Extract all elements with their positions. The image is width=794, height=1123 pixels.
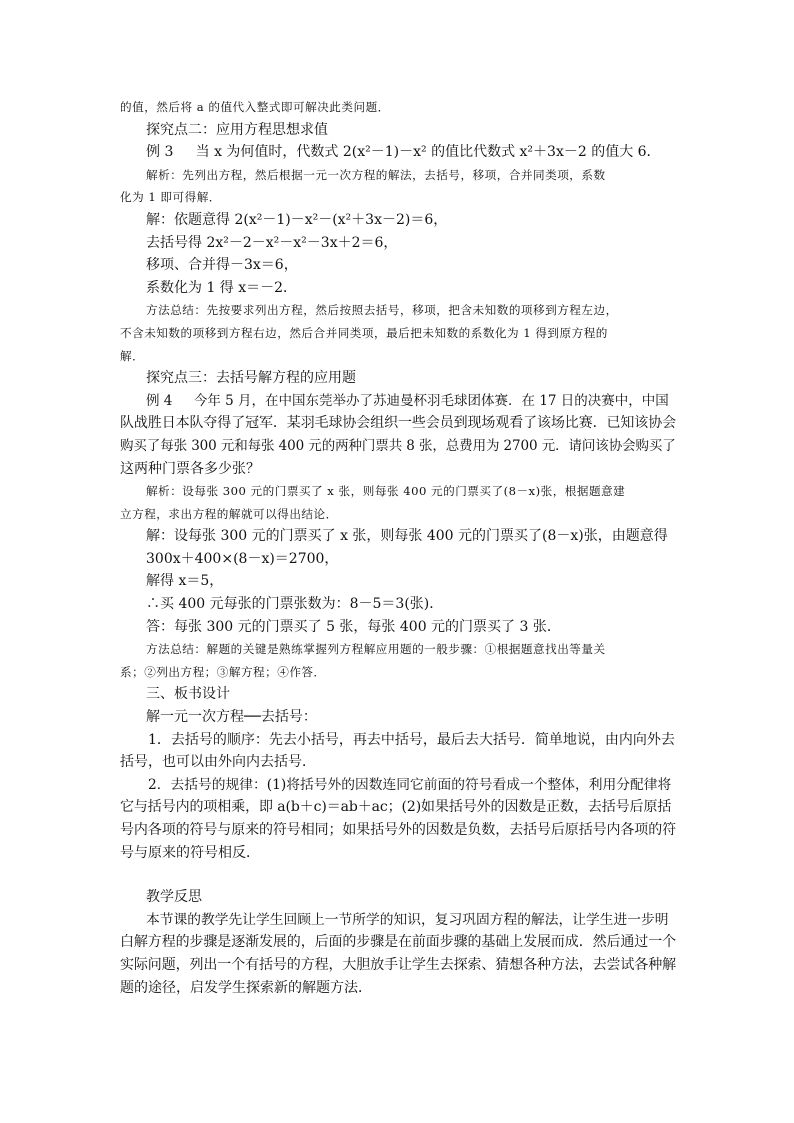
point2-summary-line3: 解． — [120, 348, 145, 363]
point3-summary-line1: 方法总结：解题的关键是熟练掌握列方程解应用题的一般步骤：①根据题意找出等量关 — [146, 642, 606, 657]
intro-tail: 的值，然后将 a 的值代入整式即可解决此类问题． — [120, 100, 390, 114]
board-item2-line2: 它与括号内的项相乘，即 a(b＋c)＝ab＋ac；(2)如果括号外的因数是正数，去括号后原括 — [120, 799, 672, 816]
point3-solution-line2: 300x＋400×(8－x)＝2700， — [146, 550, 339, 567]
example3-text: 当 x 为何值时，代数式 2(x²－1)－x² 的值比代数式 x²＋3x－2 的值大 6． — [195, 144, 661, 161]
board-title: 解一元一次方程──去括号： — [146, 709, 317, 726]
point3-analysis-line1: 解析：设每张 300 元的门票买了 x 张，则每张 400 元的门票买了(8－x)张，根据题意建 — [146, 484, 626, 499]
example4-line2: 队战胜日本队夺得了冠军．某羽毛球协会组织一些会员到现场观看了该场比赛．已知该协会 — [120, 415, 676, 432]
example4-line1 — [120, 390, 676, 413]
board-item2-line1: 2．去括号的规律：(1)将括号外的因数连同它前面的符号看成一个整体，利用分配律将 — [148, 776, 672, 793]
reflection-heading: 教学反思 — [146, 889, 202, 906]
reflection-line1: 本节课的教学先让学生回顾上一节所学的知识，复习巩固方程的解法，让学生进一步明 — [146, 911, 669, 928]
section-gap — [120, 864, 676, 886]
point3-solution-line4: ∴买 400 元每张的门票张数为：8－5＝3(张)． — [146, 596, 444, 613]
board-item2-line3: 号内各项的符号与原来的符号相同；如果括号外的因数是负数，去括号后原括号内各项的符 — [120, 822, 676, 838]
point3-summary-line2: 系；②列出方程；③解方程；④作答． — [120, 664, 326, 679]
reflection-line4: 题的途径，启发学生探索新的解题方法． — [120, 979, 372, 996]
reflection-line3: 实际问题，列出一个有括号的方程，大胆放手让学生去探索、猜想各种方法，去尝试各种解 — [120, 956, 676, 973]
example4-text: 今年 5 月，在中国东莞举办了苏迪曼杯羽毛球团体赛．在 17 日的决赛中，中国 — [193, 392, 669, 409]
board-item1-line1: 1．去括号的顺序：先去小括号，再去中括号，最后去大括号．简单地说，由内向外去 — [148, 731, 675, 748]
board-item2-line4: 号与原来的符号相反． — [120, 844, 260, 861]
point2-solution-line1: 解：依题意得 2(x²－1)－x²－(x²＋3x－2)＝6， — [146, 211, 448, 228]
example4-label: 例 4 — [146, 392, 173, 409]
point3-heading: 探究点三：去括号解方程的应用题 — [146, 370, 356, 387]
point3-analysis-line2: 立方程，求出方程的解就可以得出结论． — [120, 506, 338, 521]
example4-line3: 购买了每张 300 元和每张 400 元的两种门票共 8 张，总费用为 2700 元．请问该协会购买了 — [120, 437, 676, 454]
reflection-line2: 白解方程的步骤是逐渐发展的，后面的步骤是在前面步骤的基础上发展而成．然后通过一个 — [120, 934, 676, 951]
board-heading: 三、板书设计 — [146, 686, 230, 703]
point2-analysis-line1: 解析：先列出方程，然后根据一元一次方程的解法，去括号，移项，合并同类项，系数 — [146, 167, 606, 182]
point2-analysis-line2: 化为 1 即可得解． — [120, 190, 221, 205]
point2-solution-line2: 去括号得 2x²－2－x²－x²－3x＋2＝6， — [146, 234, 398, 251]
point3-solution-line3: 解得 x＝5， — [146, 573, 224, 590]
point3-answer: 答：每张 300 元的门票买了 5 张，每张 400 元的门票买了 3 张． — [146, 618, 561, 635]
board-item1-line2: 括号，也可以由外向内去括号． — [120, 754, 316, 771]
point3-solution-line1: 解：设每张 300 元的门票买了 x 张，则每张 400 元的门票买了(8－x)张，由题意得 — [146, 528, 668, 545]
document-page — [120, 96, 676, 999]
point2-solution-line3: 移项、合并得－3x＝6， — [146, 257, 298, 274]
example4-line4: 这两种门票各多少张？ — [120, 460, 260, 477]
example3-label: 例 3 — [146, 144, 174, 161]
point2-summary-line1: 方法总结：先按要求列出方程，然后按照去括号，移项，把含未知数的项移到方程左边， — [146, 303, 618, 318]
point2-heading: 探究点二：应用方程思想求值 — [146, 121, 328, 138]
point2-solution-line4: 系数化为 1 得 x＝－2． — [146, 279, 298, 296]
point2-summary-line2: 不含未知数的项移到方程右边，然后合并同类项，最后把未知数的系数化为 1 得到原方程的 — [120, 325, 608, 340]
example3 — [120, 141, 676, 164]
